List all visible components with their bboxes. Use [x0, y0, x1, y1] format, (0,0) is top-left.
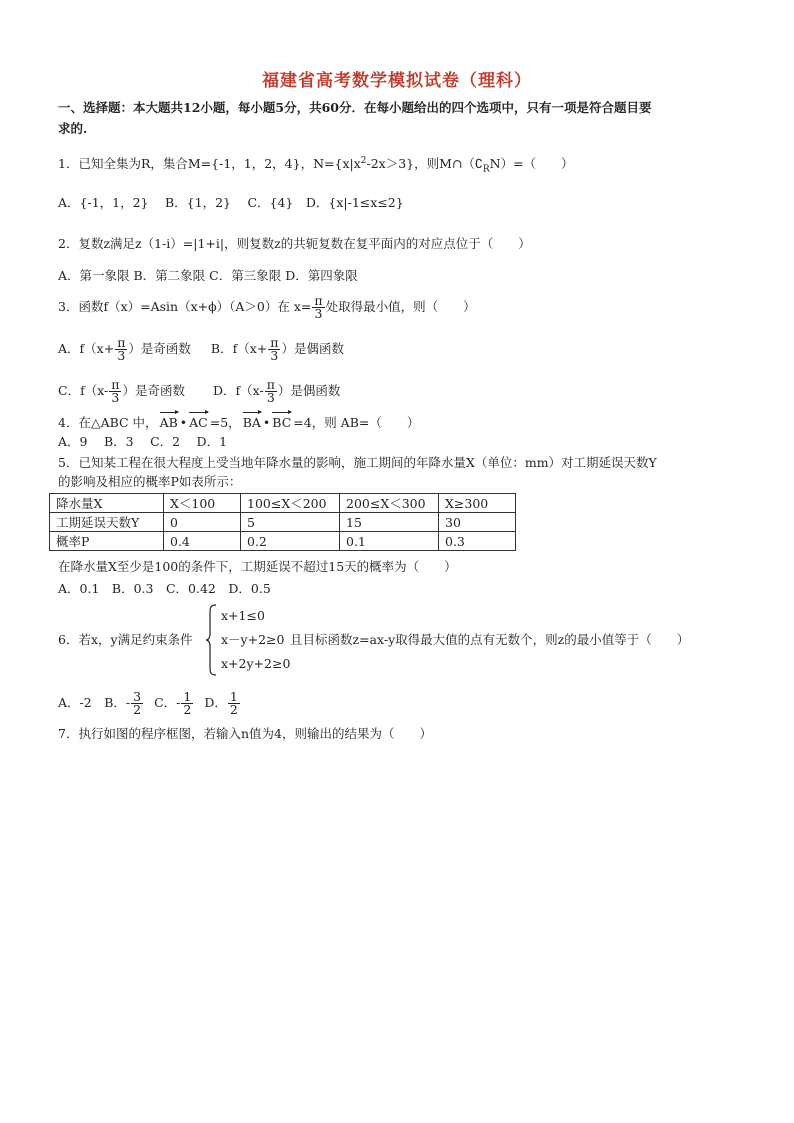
q3-optD-a: D．f（x- [212, 383, 264, 398]
vector-bc: BC [272, 410, 291, 431]
fraction-3-over-2: $\frac{3}{2}$ [133, 689, 142, 717]
left-brace-icon [205, 604, 217, 676]
fraction-pi-over-3: $\frac{\pi}{3}$ [314, 293, 323, 321]
q1-subscript: R [482, 164, 490, 175]
question-2-options: A．第一象限 B．第二象限 C．第三象限 D．第四象限 [58, 268, 358, 283]
question-5-stem-line2: 的影响及相应的概率P如表所示： [58, 474, 242, 489]
question-5-options: A．0.1 B．0.3 C．0.42 D．0.5 [58, 581, 271, 596]
table-cell: 0.2 [241, 532, 340, 551]
q1-text-c: N）=（ ） [489, 156, 574, 172]
table-cell: 200≤X＜300 [340, 494, 439, 513]
q3-text-b: 处取得最小值，则（ ） [325, 299, 476, 314]
q3-optD-b: ）是偶函数 [277, 383, 341, 398]
constraint-3: x+2y+2≥0 [221, 656, 291, 671]
exam-title: 福建省高考数学模拟试卷（理科） [262, 71, 532, 91]
question-6-stem-a: 6．若x，y满足约束条件 [58, 632, 193, 647]
fraction-1-over-2: $\frac{1}{2}$ [183, 689, 192, 717]
section-header-line1: 一、选择题：本大题共12小题，每小题5分，共60分．在每小题给出的四个选项中，只有一项是符合题目要 [58, 100, 652, 115]
constraint-2: x－y+2≥0 [221, 632, 285, 647]
constraint-lines [221, 604, 290, 676]
q6-optD: D． [204, 695, 227, 710]
question-6-stem-b: 且目标函数z=ax-y取得最大值的点有无数个，则z的最小值等于（ ） [290, 632, 690, 647]
question-5-condition: 在降水量X至少是100的条件下，工期延误不超过15天的概率为（ ） [58, 559, 457, 574]
table-cell: 0.1 [340, 532, 439, 551]
table-cell: 0 [164, 513, 241, 532]
vector-ab: AB [160, 410, 178, 431]
q3-optB-a: B．f（x+ [210, 341, 268, 356]
q1-text-a: 1．已知全集为R，集合M={-1，1，2，4}，N={x|x [58, 156, 361, 172]
constraint-1: x+1≤0 [221, 608, 265, 623]
fraction-pi-over-3: $\frac{\pi}{3}$ [117, 335, 126, 363]
fraction-pi-over-3: $\frac{\pi}{3}$ [266, 377, 275, 405]
q3-optA-b: ）是奇函数 [128, 341, 191, 356]
table-cell: 0.3 [439, 532, 516, 551]
table-cell: 5 [241, 513, 340, 532]
rainfall-delay-table [49, 493, 516, 551]
question-5-stem-line1: 5．已知某工程在很大程度上受当地年降水量的影响，施工期间的年降水量X（单位：mm）对工期延误天数Y [58, 455, 657, 470]
fraction-pi-over-3: $\frac{\pi}{3}$ [111, 377, 120, 405]
q4-dot-2: • [262, 415, 271, 430]
table-row [50, 494, 516, 513]
q3-optC-a: C．f（x- [58, 383, 109, 398]
question-2-stem: 2．复数z满足z（1-i）=|1+i|，则复数z的共轭复数在复平面内的对应点位于（ ） [58, 236, 531, 251]
section-header-line2: 求的. [58, 121, 88, 136]
question-4-stem [58, 410, 419, 431]
q3-text-a: 3．函数f（x）=Asin（x+ϕ）（A＞0）在 x= [58, 299, 312, 314]
q6-optA: A．-2 B．- [58, 695, 131, 710]
fraction-pi-over-3: $\frac{\pi}{3}$ [270, 335, 279, 363]
q1-text-b: -2x＞3}，则M∩（∁ [366, 156, 483, 172]
table-row [50, 532, 516, 551]
q4-text-a: 4．在△ABC 中， [58, 415, 158, 430]
table-cell: 工期延误天数Y [50, 513, 164, 532]
vector-ba: BA [243, 410, 261, 431]
q6-optC: C．- [154, 695, 181, 710]
question-3-stem [58, 292, 476, 322]
question-4-options: A．9 B．3 C．2 D．1 [58, 434, 228, 449]
question-3-options-ab [58, 334, 344, 364]
q1-superscript: 2 [360, 156, 367, 166]
table-cell: 15 [340, 513, 439, 532]
question-3-options-cd [58, 376, 340, 406]
q4-text-b: =4，则 AB=（ ） [293, 415, 420, 430]
question-6-options [58, 688, 241, 718]
table-cell: 100≤X＜200 [241, 494, 340, 513]
question-7-stem: 7．执行如图的程序框图，若输入n值为4，则输出的结果为（ ） [58, 726, 432, 741]
fraction-1-over-2: $\frac{1}{2}$ [229, 689, 238, 717]
question-1-options: A．{-1，1，2} B．{1，2} C．{4} D．{x|-1≤x≤2} [58, 195, 404, 210]
question-1-stem [58, 153, 574, 178]
q4-dot-1: • [179, 415, 188, 430]
table-row [50, 513, 516, 532]
table-cell: 30 [439, 513, 516, 532]
q3-optB-b: ）是偶函数 [281, 341, 344, 356]
table-cell: X＜100 [164, 494, 241, 513]
table-cell: 0.4 [164, 532, 241, 551]
q3-optC-b: ）是奇函数 [122, 383, 185, 398]
q4-text-mid: =5， [209, 415, 241, 430]
vector-ac: AC [189, 410, 208, 431]
table-cell: 降水量X [50, 494, 164, 513]
table-cell: X≥300 [439, 494, 516, 513]
q3-optA-a: A．f（x+ [58, 341, 115, 356]
table-cell: 概率P [50, 532, 164, 551]
